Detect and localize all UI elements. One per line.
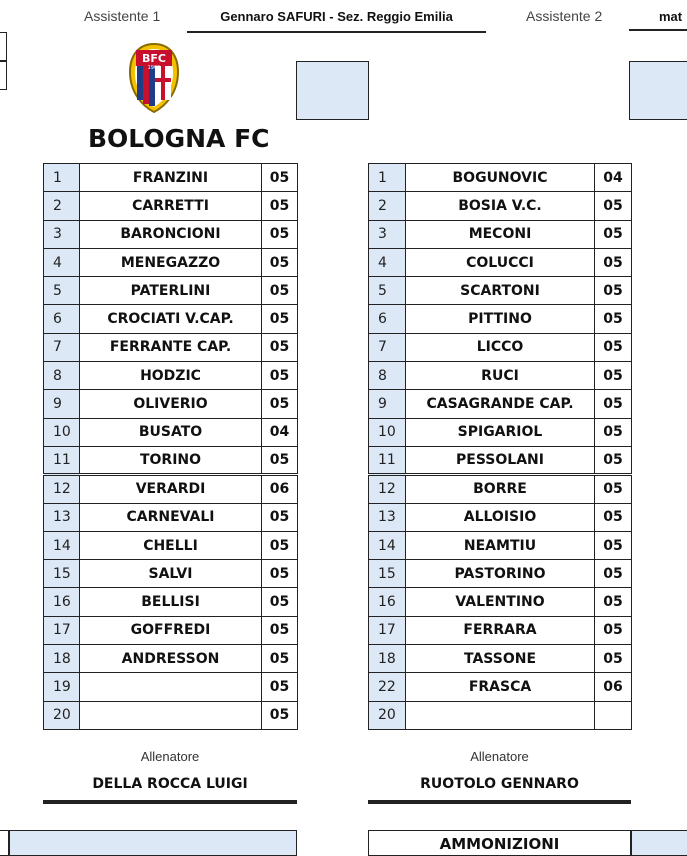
player-name[interactable]: SALVI bbox=[80, 560, 262, 588]
player-code[interactable]: 05 bbox=[595, 192, 632, 220]
edge-box-bottom bbox=[0, 61, 7, 90]
player-name[interactable]: CARNEVALI bbox=[80, 503, 262, 531]
away-roster-table bbox=[368, 163, 632, 730]
player-number[interactable]: 4 bbox=[44, 248, 80, 276]
player-row bbox=[369, 503, 632, 531]
player-code[interactable]: 05 bbox=[262, 305, 298, 333]
player-number[interactable]: 17 bbox=[44, 616, 80, 644]
player-row bbox=[44, 333, 298, 361]
player-code[interactable]: 05 bbox=[595, 645, 632, 673]
player-code[interactable]: 05 bbox=[262, 645, 298, 673]
player-code[interactable]: 05 bbox=[595, 531, 632, 559]
player-number[interactable]: 1 bbox=[369, 164, 406, 192]
player-row bbox=[44, 588, 298, 616]
team-name: BOLOGNA FC bbox=[88, 124, 270, 153]
player-name[interactable]: TASSONE bbox=[406, 645, 595, 673]
player-name[interactable]: CHELLI bbox=[80, 531, 262, 559]
player-name[interactable]: BARONCIONI bbox=[80, 220, 262, 248]
player-number[interactable]: 8 bbox=[369, 362, 406, 390]
player-code[interactable]: 05 bbox=[595, 248, 632, 276]
player-row bbox=[369, 390, 632, 418]
player-name[interactable]: OLIVERIO bbox=[80, 390, 262, 418]
home-coach-name: DELLA ROCCA LUIGI bbox=[43, 776, 297, 804]
player-name[interactable]: BOSIA V.C. bbox=[406, 192, 595, 220]
player-number[interactable]: 11 bbox=[369, 446, 406, 474]
player-row bbox=[369, 333, 632, 361]
player-name[interactable]: BOGUNOVIC bbox=[406, 164, 595, 192]
edge-box-top bbox=[0, 32, 7, 61]
player-row bbox=[369, 701, 632, 729]
player-number[interactable]: 15 bbox=[44, 560, 80, 588]
bottom-edge-box bbox=[0, 830, 9, 856]
player-code[interactable]: 05 bbox=[595, 588, 632, 616]
player-code[interactable]: 06 bbox=[262, 475, 298, 503]
player-name[interactable]: CROCIATI V.CAP. bbox=[80, 305, 262, 333]
player-name[interactable]: LICCO bbox=[406, 333, 595, 361]
assistant1-field[interactable]: Gennaro SAFURI - Sez. Reggio Emilia bbox=[187, 9, 486, 33]
player-name[interactable]: VALENTINO bbox=[406, 588, 595, 616]
player-code[interactable]: 05 bbox=[262, 277, 298, 305]
player-name[interactable]: FERRARA bbox=[406, 616, 595, 644]
player-number[interactable]: 15 bbox=[369, 560, 406, 588]
player-row bbox=[369, 673, 632, 701]
player-row bbox=[44, 475, 298, 503]
player-row bbox=[44, 220, 298, 248]
home-roster-table bbox=[43, 163, 298, 730]
player-row bbox=[44, 560, 298, 588]
player-number[interactable]: 3 bbox=[369, 220, 406, 248]
player-row bbox=[369, 362, 632, 390]
player-row bbox=[369, 164, 632, 192]
svg-text:1909: 1909 bbox=[147, 65, 161, 71]
player-name[interactable]: PESSOLANI bbox=[406, 446, 595, 474]
player-number[interactable]: 13 bbox=[369, 503, 406, 531]
player-code[interactable]: 05 bbox=[262, 503, 298, 531]
player-code[interactable]: 05 bbox=[262, 220, 298, 248]
player-number[interactable]: 2 bbox=[369, 192, 406, 220]
player-code[interactable]: 05 bbox=[262, 531, 298, 559]
player-row bbox=[369, 305, 632, 333]
player-number[interactable]: 12 bbox=[44, 475, 80, 503]
player-name[interactable]: RUCI bbox=[406, 362, 595, 390]
home-bottom-box[interactable] bbox=[9, 830, 297, 856]
player-number[interactable]: 17 bbox=[369, 616, 406, 644]
player-row bbox=[44, 248, 298, 276]
assistant2-label: Assistente 2 bbox=[526, 8, 603, 24]
player-code[interactable]: 05 bbox=[595, 418, 632, 446]
player-code[interactable]: 05 bbox=[595, 503, 632, 531]
player-code[interactable] bbox=[595, 701, 632, 729]
player-name[interactable]: TORINO bbox=[80, 446, 262, 474]
player-name[interactable]: PATERLINI bbox=[80, 277, 262, 305]
player-number[interactable]: 16 bbox=[44, 588, 80, 616]
player-number[interactable]: 6 bbox=[369, 305, 406, 333]
assistant2-field[interactable]: mat bbox=[629, 9, 687, 31]
player-code[interactable]: 05 bbox=[595, 362, 632, 390]
player-name[interactable]: PITTINO bbox=[406, 305, 595, 333]
player-row bbox=[369, 220, 632, 248]
player-number[interactable]: 16 bbox=[369, 588, 406, 616]
player-code[interactable]: 05 bbox=[595, 390, 632, 418]
player-number[interactable]: 20 bbox=[369, 701, 406, 729]
player-code[interactable]: 05 bbox=[262, 333, 298, 361]
home-coach-label: Allenatore bbox=[140, 749, 200, 764]
player-code[interactable]: 05 bbox=[595, 560, 632, 588]
away-bottom-box[interactable] bbox=[631, 830, 687, 856]
player-code[interactable]: 05 bbox=[595, 616, 632, 644]
player-number[interactable]: 10 bbox=[369, 418, 406, 446]
player-number[interactable]: 4 bbox=[369, 248, 406, 276]
player-code[interactable]: 05 bbox=[595, 220, 632, 248]
player-row bbox=[44, 362, 298, 390]
player-row bbox=[44, 446, 298, 474]
player-row bbox=[44, 164, 298, 192]
player-code[interactable]: 05 bbox=[595, 333, 632, 361]
player-number[interactable]: 9 bbox=[44, 390, 80, 418]
player-code[interactable]: 05 bbox=[595, 446, 632, 474]
player-name[interactable]: BORRE bbox=[406, 475, 595, 503]
player-row bbox=[369, 475, 632, 503]
player-number[interactable]: 6 bbox=[44, 305, 80, 333]
player-name[interactable]: FRANZINI bbox=[80, 164, 262, 192]
player-row bbox=[369, 645, 632, 673]
player-row bbox=[369, 588, 632, 616]
player-name[interactable]: HODZIC bbox=[80, 362, 262, 390]
player-name[interactable]: ANDRESSON bbox=[80, 645, 262, 673]
player-name[interactable]: COLUCCI bbox=[406, 248, 595, 276]
player-number[interactable]: 3 bbox=[44, 220, 80, 248]
player-name[interactable]: SCARTONI bbox=[406, 277, 595, 305]
player-number[interactable]: 13 bbox=[44, 503, 80, 531]
player-name[interactable] bbox=[406, 701, 595, 729]
team-logo bbox=[126, 42, 182, 114]
player-row bbox=[369, 531, 632, 559]
away-coach-name: RUOTOLO GENNARO bbox=[368, 776, 631, 804]
player-name[interactable]: SPIGARIOL bbox=[406, 418, 595, 446]
player-code[interactable]: 05 bbox=[262, 701, 298, 729]
player-row bbox=[44, 305, 298, 333]
away-coach-label: Allenatore bbox=[470, 749, 529, 764]
player-row bbox=[44, 418, 298, 446]
player-code[interactable]: 05 bbox=[595, 277, 632, 305]
player-row bbox=[44, 701, 298, 729]
player-row bbox=[44, 503, 298, 531]
ammonizioni-title: AMMONIZIONI bbox=[369, 831, 630, 853]
player-name[interactable]: CARRETTI bbox=[80, 192, 262, 220]
player-number[interactable]: 14 bbox=[44, 531, 80, 559]
player-code[interactable]: 05 bbox=[262, 362, 298, 390]
player-number[interactable]: 22 bbox=[369, 673, 406, 701]
player-name[interactable]: MECONI bbox=[406, 220, 595, 248]
player-code[interactable]: 05 bbox=[262, 164, 298, 192]
player-row bbox=[369, 616, 632, 644]
player-code[interactable]: 05 bbox=[262, 192, 298, 220]
player-name[interactable]: NEAMTIU bbox=[406, 531, 595, 559]
player-number[interactable]: 9 bbox=[369, 390, 406, 418]
player-number[interactable]: 7 bbox=[44, 333, 80, 361]
player-row bbox=[44, 277, 298, 305]
player-code[interactable]: 05 bbox=[595, 305, 632, 333]
player-code[interactable]: 06 bbox=[595, 673, 632, 701]
away-score-box[interactable] bbox=[629, 61, 687, 120]
player-number[interactable]: 19 bbox=[44, 673, 80, 701]
player-code[interactable]: 05 bbox=[262, 616, 298, 644]
player-row bbox=[44, 390, 298, 418]
player-row bbox=[44, 645, 298, 673]
player-row bbox=[369, 248, 632, 276]
player-row bbox=[369, 446, 632, 474]
player-name[interactable]: FRASCA bbox=[406, 673, 595, 701]
player-number[interactable]: 2 bbox=[44, 192, 80, 220]
player-name[interactable]: BUSATO bbox=[80, 418, 262, 446]
player-code[interactable]: 05 bbox=[595, 475, 632, 503]
ammonizioni-box bbox=[368, 830, 631, 856]
player-name[interactable]: BELLISI bbox=[80, 588, 262, 616]
player-row bbox=[369, 418, 632, 446]
player-number[interactable]: 11 bbox=[44, 446, 80, 474]
player-number[interactable]: 5 bbox=[369, 277, 406, 305]
player-name[interactable]: PASTORINO bbox=[406, 560, 595, 588]
player-number[interactable]: 14 bbox=[369, 531, 406, 559]
player-code[interactable]: 05 bbox=[262, 673, 298, 701]
player-row bbox=[44, 616, 298, 644]
player-code[interactable]: 04 bbox=[595, 164, 632, 192]
player-code[interactable]: 04 bbox=[262, 418, 298, 446]
player-code[interactable]: 05 bbox=[262, 248, 298, 276]
player-number[interactable]: 18 bbox=[369, 645, 406, 673]
player-code[interactable]: 05 bbox=[262, 446, 298, 474]
player-code[interactable]: 05 bbox=[262, 390, 298, 418]
player-name[interactable]: GOFFREDI bbox=[80, 616, 262, 644]
player-code[interactable]: 05 bbox=[262, 588, 298, 616]
player-name[interactable]: FERRANTE CAP. bbox=[80, 333, 262, 361]
player-name[interactable]: ALLOISIO bbox=[406, 503, 595, 531]
player-row bbox=[44, 531, 298, 559]
player-row bbox=[44, 673, 298, 701]
player-row bbox=[44, 192, 298, 220]
player-row bbox=[369, 277, 632, 305]
player-number[interactable]: 10 bbox=[44, 418, 80, 446]
player-number[interactable]: 7 bbox=[369, 333, 406, 361]
assistant1-label: Assistente 1 bbox=[84, 8, 161, 24]
player-number[interactable]: 12 bbox=[369, 475, 406, 503]
player-code[interactable]: 05 bbox=[262, 560, 298, 588]
player-row bbox=[369, 560, 632, 588]
player-row bbox=[369, 192, 632, 220]
player-name[interactable]: VERARDI bbox=[80, 475, 262, 503]
player-name[interactable]: CASAGRANDE CAP. bbox=[406, 390, 595, 418]
player-number[interactable]: 8 bbox=[44, 362, 80, 390]
player-name[interactable] bbox=[80, 673, 262, 701]
player-number[interactable]: 5 bbox=[44, 277, 80, 305]
player-number[interactable]: 20 bbox=[44, 701, 80, 729]
player-name[interactable]: MENEGAZZO bbox=[80, 248, 262, 276]
player-number[interactable]: 1 bbox=[44, 164, 80, 192]
player-name[interactable] bbox=[80, 701, 262, 729]
player-number[interactable]: 18 bbox=[44, 645, 80, 673]
home-score-box[interactable] bbox=[296, 61, 369, 120]
svg-text:BFC: BFC bbox=[142, 52, 166, 65]
